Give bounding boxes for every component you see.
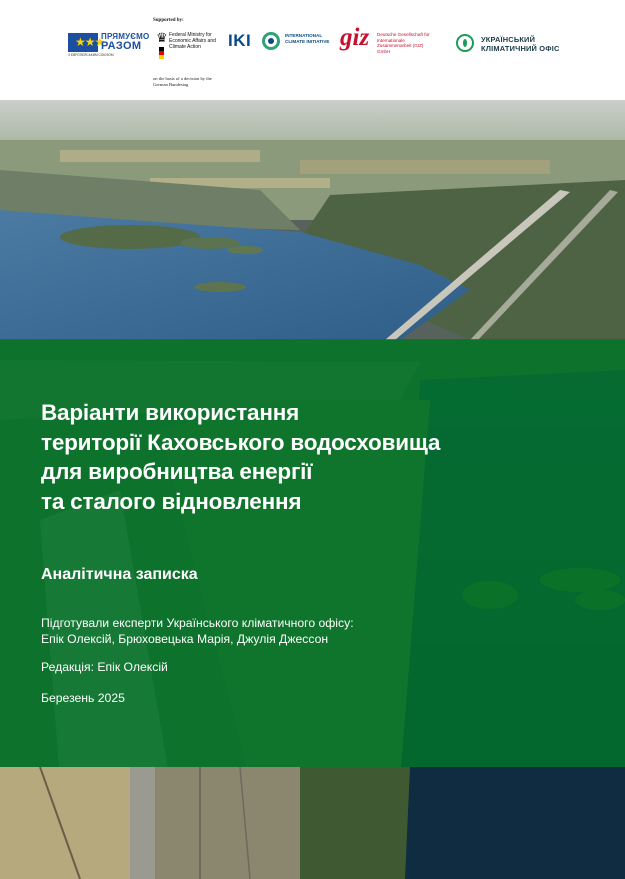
partner-logos-header (0, 0, 625, 100)
iki-globe-icon (262, 32, 280, 50)
eu-logo-line1: ПРЯМУЄМО (101, 32, 150, 41)
iki-logo-text: INTERNATIONAL CLIMATE INITIATIVE (285, 33, 330, 44)
eu-logo (68, 33, 153, 55)
german-flag-stripe (159, 47, 164, 59)
giz-logo-text: Deutsche Gesellschaft für Internationale Zusammenarbeit (GIZ) GmbH (377, 32, 430, 54)
giz-logo-abbr: giz (340, 24, 370, 51)
bmwk-logo-text: Federal Ministry for Economic Affairs and Climate Action (169, 32, 216, 51)
editor-line: Редакція: Епік Олексій (41, 660, 168, 674)
iki-logo (228, 31, 328, 53)
report-title-line: для виробництва енергії (41, 459, 313, 484)
uco-leaf-icon (456, 34, 474, 52)
bundestag-basis-note: on the basis of a decision by the German Bundestag (153, 76, 212, 87)
uco-logo (456, 33, 586, 55)
supported-by-label: Supported by: (153, 18, 184, 23)
uco-logo-text: УКРАЇНСЬКИЙ КЛІМАТИЧНИЙ ОФІС (481, 35, 560, 53)
bmwk-logo (156, 31, 216, 65)
authors-names: Епік Олексій, Брюховецька Марія, Джулія Джессон (41, 632, 329, 646)
giz-logo (340, 24, 440, 56)
iki-logo-abbr: IKI (228, 31, 252, 50)
report-title (41, 398, 581, 516)
report-title-line: та сталого відновлення (41, 488, 302, 514)
federal-eagle-icon: ♛ (156, 30, 168, 45)
eu-logo-tagline: З ЄВРОПЕЙСЬКИМ СОЮЗОМ (68, 53, 114, 57)
report-title-line: території Каховського водосховища (41, 429, 441, 455)
report-title-line: Варіанти використання (41, 400, 300, 425)
eu-flag-icon: ★★★ (68, 33, 98, 52)
eu-logo-line2: РАЗОМ (101, 40, 142, 52)
report-subtitle: Аналітична записка (41, 566, 198, 583)
prepared-by-label: Підготували експерти Українського кліматичного офісу: (41, 616, 354, 630)
publication-date: Березень 2025 (41, 691, 125, 705)
authors-block (41, 615, 601, 647)
